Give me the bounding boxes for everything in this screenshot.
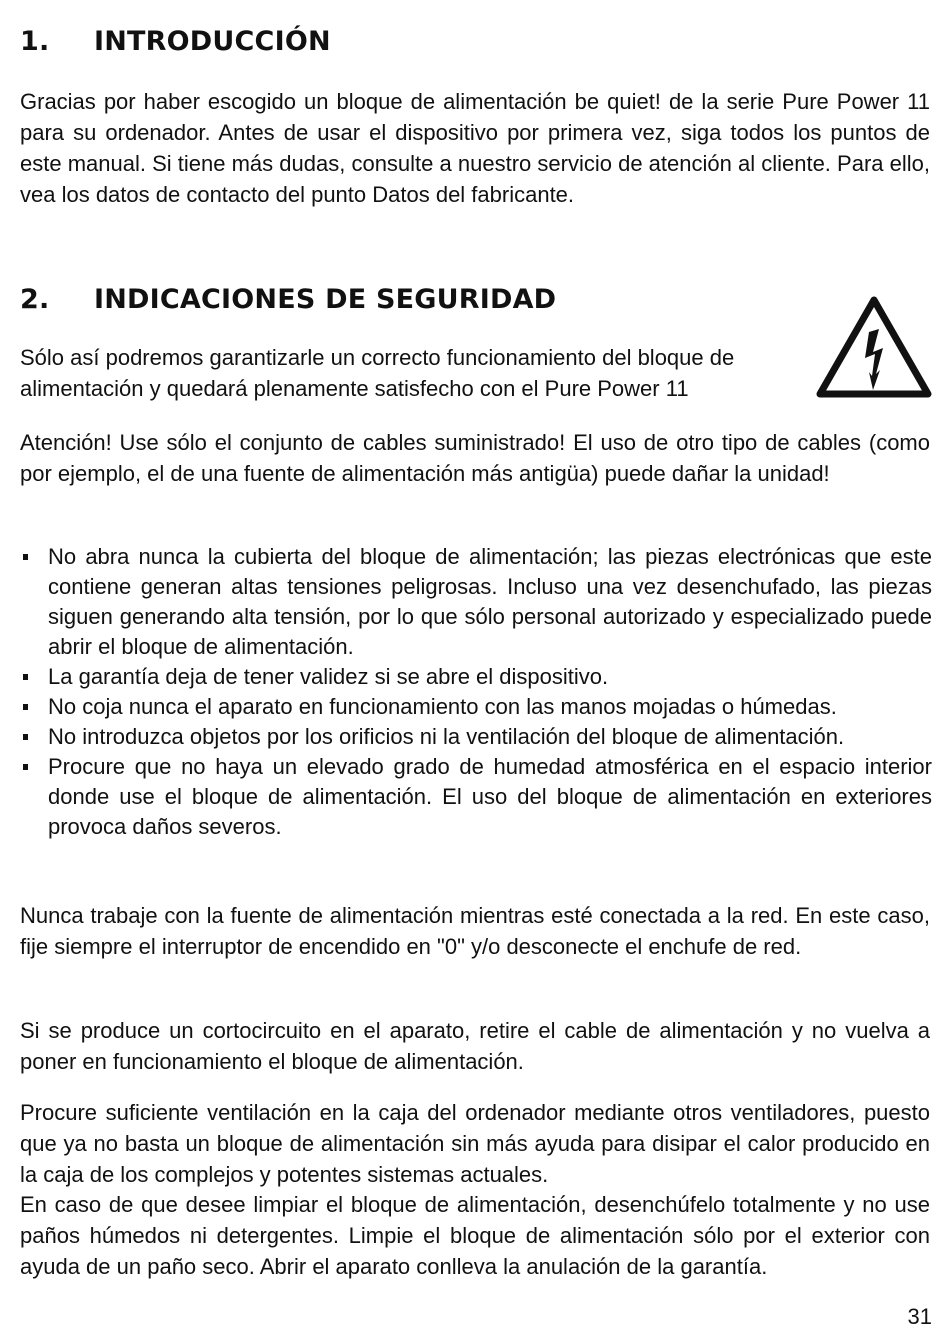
- list-item-text: No coja nunca el aparato en funcionamiento con las manos mojadas o húmedas.: [48, 694, 837, 719]
- bullet-icon: [23, 674, 28, 680]
- list-item-text: Procure que no haya un elevado grado de humedad atmosférica en el espacio interior donde use el bloque de alimentación. El uso del bloque de alimentación en exteriores provoca daños severos.: [48, 754, 932, 839]
- network-paragraph: Nunca trabaje con la fuente de alimentación mientras esté conectada a la red. En este caso, fije siempre el interruptor de encendido en "0" y/o desconecte el enchufe de red.: [20, 903, 930, 959]
- section-1-heading: [20, 26, 331, 57]
- list-item: [20, 752, 932, 842]
- cleaning-paragraph: En caso de que desee limpiar el bloque de alimentación, desenchúfelo totalmente y no use paños húmedos ni detergentes. Limpie el bloque de alimentación sólo por el exterior con ayuda de un paño seco. Abrir el aparato conlleva la anulación de la garantía.: [20, 1192, 930, 1279]
- bullet-icon: [23, 704, 28, 710]
- safety-bullet-list: [20, 542, 932, 842]
- short-circuit-paragraph: Si se produce un cortocircuito en el aparato, retire el cable de alimentación y no vuelva a poner en funcionamiento el bloque de alimentación.: [20, 1018, 930, 1074]
- section-2-title: INDICACIONES DE SEGURIDAD: [94, 284, 557, 315]
- list-item: [20, 692, 932, 722]
- ventilation-paragraph: Procure suficiente ventilación en la caja del ordenador mediante otros ventiladores, puesto que ya no basta un bloque de alimentación sin más ayuda para disipar el calor producido en la caja de los complejos y potentes sistemas actuales.: [20, 1100, 930, 1187]
- list-item-text: No abra nunca la cubierta del bloque de alimentación; las piezas electrónicas que este contiene generan altas tensiones peligrosas. Incluso una vez desenchufado, las piezas siguen generando alta tensión, por lo que sólo personal autorizado y especializado puede abrir el bloque de alimentación.: [48, 544, 932, 659]
- attention-paragraph: Atención! Use sólo el conjunto de cables suministrado! El uso de otro tipo de cables (como por ejemplo, el de una fuente de alimentación más antigüa) puede dañar la unidad!: [20, 430, 930, 486]
- list-item: [20, 662, 932, 692]
- bullet-icon: [23, 554, 28, 560]
- section-2-number: 2.: [20, 284, 50, 315]
- introduction-paragraph: Gracias por haber escogido un bloque de alimentación be quiet! de la serie Pure Power 11 para su ordenador. Antes de usar el dispositivo por primera vez, siga todos los puntos de este manual. Si tiene más dudas, consulte a nuestro servicio de atención al cliente. Para ello, vea los datos de contacto del punto Datos del fabricante.: [20, 89, 930, 207]
- section-1-number: 1.: [20, 26, 50, 57]
- list-item-text: La garantía deja de tener validez si se abre el dispositivo.: [48, 664, 609, 689]
- safety-intro-paragraph: Sólo así podremos garantizarle un correcto funcionamiento del bloque de alimentación y quedará plenamente satisfecho con el Pure Power 11: [20, 345, 735, 401]
- page-number: 31: [907, 1304, 932, 1329]
- list-item: [20, 542, 932, 662]
- bullet-icon: [23, 764, 28, 770]
- list-item-text: No introduzca objetos por los orificios ni la ventilación del bloque de alimentación.: [48, 724, 845, 749]
- high-voltage-warning-icon: [816, 296, 932, 400]
- section-1-title: INTRODUCCIÓN: [94, 26, 331, 57]
- list-item: [20, 722, 932, 752]
- bullet-icon: [23, 734, 28, 740]
- section-2-heading: [20, 284, 556, 315]
